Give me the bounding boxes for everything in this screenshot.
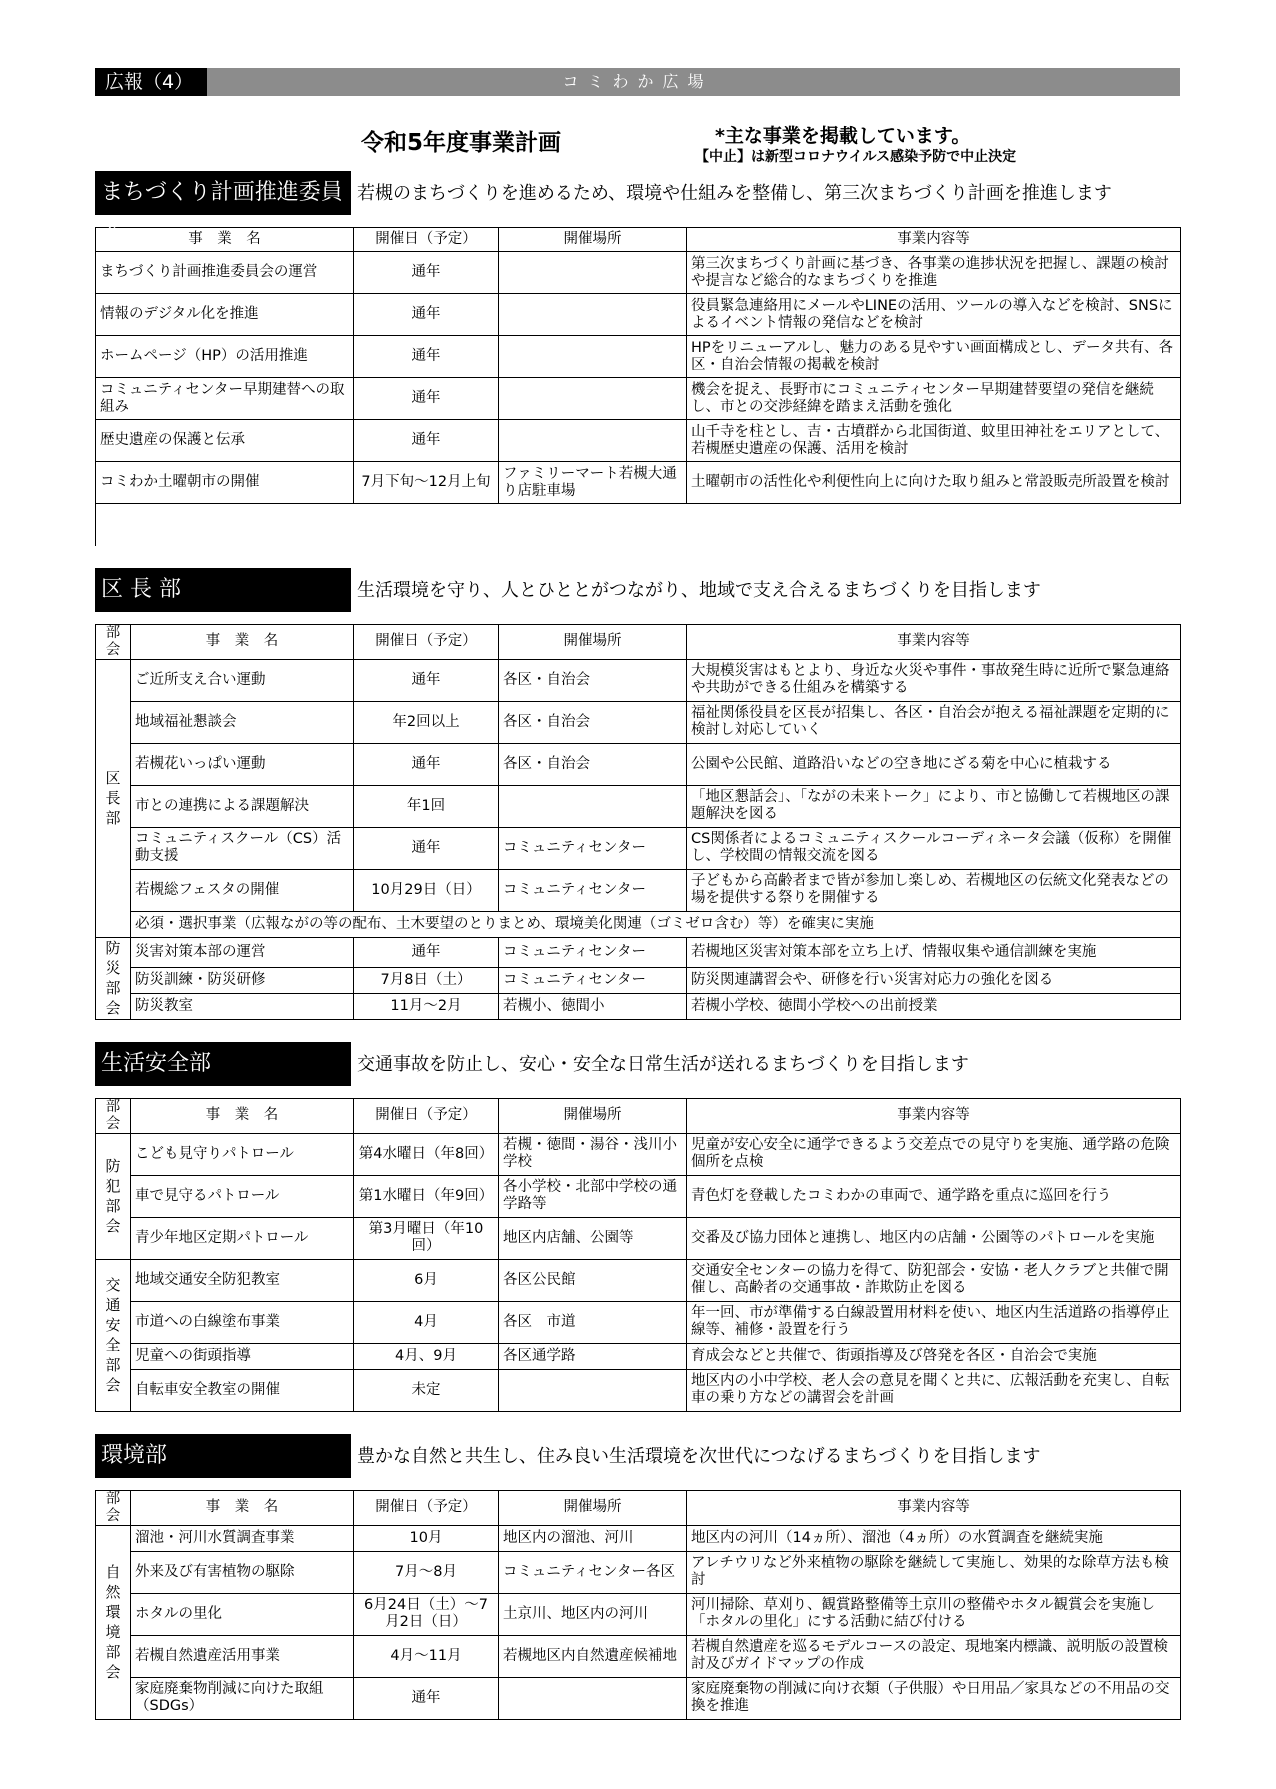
table-row (96, 252, 1181, 294)
cell-date: 通年 (354, 378, 499, 420)
cell-name: ご近所支え合い運動 (131, 659, 354, 701)
cell-date: 通年 (354, 420, 499, 462)
cell-content: 育成会などと共催で、街頭指導及び啓発を各区・自治会で実施 (687, 1343, 1181, 1369)
cell-name: 情報のデジタル化を推進 (96, 294, 354, 336)
cell-date: 7月8日（土） (354, 967, 499, 993)
cell-place (499, 252, 687, 294)
cell-name: コミュニティセンター早期建替への取組み (96, 378, 354, 420)
section-description: 若槻のまちづくりを進めるため、環境や仕組みを整備し、第三次まちづくり計画を推進します (357, 183, 1112, 204)
col-header-place: 開催場所 (499, 624, 687, 659)
cell-place: 土京川、地区内の河川 (499, 1593, 687, 1635)
cell-content: 「地区懇話会」、「ながの未来トーク」により、市と協働して若槻地区の課題解決を図る (687, 785, 1181, 827)
table-row (96, 701, 1181, 743)
cell-name: 若槻自然遺産活用事業 (131, 1635, 354, 1677)
table-machizukuri (95, 227, 1181, 546)
cell-place: 各区 市道 (499, 1301, 687, 1343)
section-heading-kankyo (95, 1434, 1180, 1478)
section-heading-seikatsu-anzen (95, 1042, 1180, 1086)
cell-place: 若槻小、徳間小 (499, 993, 687, 1019)
dept-label: 防災部会 (105, 939, 121, 1017)
table-row (96, 1593, 1181, 1635)
dept-cell (96, 1259, 131, 1411)
cell-content: 土曜朝市の活性化や利便性向上に向けた取り組みと常設販売所設置を検討 (687, 462, 1181, 504)
table-row (96, 1525, 1181, 1551)
cell-date: 6月24日（土）～7月2日（日） (354, 1593, 499, 1635)
cell-name: 災害対策本部の運営 (131, 937, 354, 967)
cell-date: 通年 (354, 336, 499, 378)
dept-cell (96, 937, 131, 1019)
table-row (96, 659, 1181, 701)
cell-content: 子どもから高齢者まで皆が参加し楽しめ、若槻地区の伝統文化発表などの場を提供する祭りを開催する (687, 869, 1181, 911)
table-note-row (96, 911, 1181, 937)
cell-content: 年一回、市が準備する白線設置用材料を使い、地区内生活道路の指導停止線等、補修・設置を行う (687, 1301, 1181, 1343)
dept-label: 防犯部会 (105, 1157, 121, 1235)
table-row (96, 1217, 1181, 1259)
note-main: *主な事業を掲載しています。 (715, 125, 971, 147)
col-header-place: 開催場所 (499, 1490, 687, 1525)
section-title: 環境部 (95, 1434, 351, 1478)
table-row (96, 420, 1181, 462)
table-row (96, 294, 1181, 336)
col-header-date: 開催日（予定） (354, 1490, 499, 1525)
cell-name: 地域交通安全防犯教室 (131, 1259, 354, 1301)
section-title: 生活安全部 (95, 1042, 351, 1086)
cell-place: 各区・自治会 (499, 659, 687, 701)
section-title: 区 長 部 (95, 568, 351, 612)
cell-name: 自転車安全教室の開催 (131, 1369, 354, 1411)
table-row (96, 1175, 1181, 1217)
cell-content: 交通安全センターの協力を得て、防犯部会・安協・老人クラブと共催で開催し、高齢者の交通事故・詐欺防止を図る (687, 1259, 1181, 1301)
cell-content: 地区内の小中学校、老人会の意見を聞くと共に、広報活動を充実し、自転車の乗り方などの講習会を計画 (687, 1369, 1181, 1411)
table-row (96, 967, 1181, 993)
table-header-row (96, 624, 1181, 659)
col-header-content: 事業内容等 (687, 1490, 1181, 1525)
cell-place: 各区通学路 (499, 1343, 687, 1369)
newsletter-page (95, 68, 1180, 1742)
col-header-place: 開催場所 (499, 1098, 687, 1133)
cell-date: 第3月曜日（年10回） (354, 1217, 499, 1259)
cell-name: ホームページ（HP）の活用推進 (96, 336, 354, 378)
cell-place (499, 336, 687, 378)
cell-date: 10月29日（日） (354, 869, 499, 911)
cell-date: 4月～11月 (354, 1635, 499, 1677)
cell-place: コミュニティセンター (499, 937, 687, 967)
cell-place: 若槻・徳間・湯谷・浅川小学校 (499, 1133, 687, 1175)
table-spacer-row (96, 504, 1181, 546)
col-header-name: 事 業 名 (131, 624, 354, 659)
title-row (95, 96, 1180, 171)
cell-name: 歴史遺産の保護と伝承 (96, 420, 354, 462)
cell-content: 児童が安心安全に通学できるよう交差点での見守りを実施、通学路の危険個所を点検 (687, 1133, 1181, 1175)
cell-content: 河川掃除、草刈り、観賞路整備等土京川の整備やホタル観賞会を実施し「ホタルの里化」にする活動に結び付ける (687, 1593, 1181, 1635)
cell-place (499, 294, 687, 336)
table-row (96, 1677, 1181, 1719)
page-title: 令和5年度事業計画 (361, 130, 562, 156)
section-title: まちづくり計画推進委員会 (95, 171, 351, 215)
cell-content: 役員緊急連絡用にメールやLINEの活用、ツールの導入などを検討、SNSによるイベント情報の発信などを検討 (687, 294, 1181, 336)
cell-date: 未定 (354, 1369, 499, 1411)
header-issue-label: 広報（4） (95, 68, 207, 96)
col-header-date: 開催日（予定） (354, 1098, 499, 1133)
cell-place: 若槻地区内自然遺産候補地 (499, 1635, 687, 1677)
cell-content: 大規模災害はもとより、身近な火災や事件・事故発生時に近所で緊急連絡や共助ができる仕組みを構築する (687, 659, 1181, 701)
cell-content: 若槻地区災害対策本部を立ち上げ、情報収集や通信訓練を実施 (687, 937, 1181, 967)
table-header-row (96, 1098, 1181, 1133)
table-row (96, 869, 1181, 911)
cell-content: HPをリニューアルし、魅力のある見やすい画面構成とし、データ共有、各区・自治会情報の掲載を検討 (687, 336, 1181, 378)
col-header-dept: 部会 (96, 1098, 131, 1133)
cell-date: 通年 (354, 252, 499, 294)
table-kankyo (95, 1490, 1181, 1720)
table-row (96, 1343, 1181, 1369)
table-row (96, 1635, 1181, 1677)
cell-place: 各区・自治会 (499, 701, 687, 743)
cell-content: 青色灯を登載したコミわかの車両で、通学路を重点に巡回を行う (687, 1175, 1181, 1217)
cell-date: 通年 (354, 294, 499, 336)
cell-date: 7月下旬～12月上旬 (354, 462, 499, 504)
col-header-date: 開催日（予定） (354, 624, 499, 659)
cell-content: 山千寺を柱とし、吉・古墳群から北国街道、蚊里田神社をエリアとして、若槻歴史遺産の保護、活用を検討 (687, 420, 1181, 462)
dept-cell (96, 659, 131, 937)
cell-place: ファミリーマート若槻大通り店駐車場 (499, 462, 687, 504)
col-header-dept: 部会 (96, 624, 131, 659)
cell-date: 通年 (354, 1677, 499, 1719)
cell-place: 各小学校・北部中学校の通学路等 (499, 1175, 687, 1217)
cell-content: 交番及び協力団体と連携し、地区内の店舗・公園等のパトロールを実施 (687, 1217, 1181, 1259)
cell-name: 防災教室 (131, 993, 354, 1019)
cell-name: 家庭廃棄物削減に向けた取組（SDGs） (131, 1677, 354, 1719)
cell-place: 地区内の溜池、河川 (499, 1525, 687, 1551)
table-header-row (96, 228, 1181, 252)
table-row (96, 1133, 1181, 1175)
table-row (96, 937, 1181, 967)
cell-name: 若槻総フェスタの開催 (131, 869, 354, 911)
table-kuchobu (95, 624, 1181, 1020)
section-description: 豊かな自然と共生し、住み良い生活環境を次世代につなげるまちづくりを目指します (357, 1445, 1041, 1467)
table-row (96, 378, 1181, 420)
col-header-name: 事 業 名 (131, 1098, 354, 1133)
cell-place: コミュニティセンター (499, 827, 687, 869)
cell-place: 各区・自治会 (499, 743, 687, 785)
cell-place: 地区内店舗、公園等 (499, 1217, 687, 1259)
cell-date: 通年 (354, 827, 499, 869)
cell-name: 市道への白線塗布事業 (131, 1301, 354, 1343)
cell-date: 6月 (354, 1259, 499, 1301)
cell-name: こども見守りパトロール (131, 1133, 354, 1175)
dept-label: 交通安全部会 (105, 1276, 121, 1394)
col-header-name: 事 業 名 (96, 228, 354, 252)
cell-content: アレチウリなど外来植物の駆除を継続して実施し、効果的な除草方法も検討 (687, 1551, 1181, 1593)
cell-name: 市との連携による課題解決 (131, 785, 354, 827)
newsletter-header-bar (95, 68, 1180, 96)
cell-name: ホタルの里化 (131, 1593, 354, 1635)
cell-date: 10月 (354, 1525, 499, 1551)
cell-name: 児童への街頭指導 (131, 1343, 354, 1369)
table-row (96, 785, 1181, 827)
cell-name: 外来及び有害植物の駆除 (131, 1551, 354, 1593)
col-header-place: 開催場所 (499, 228, 687, 252)
cell-date: 第4水曜日（年8回） (354, 1133, 499, 1175)
cell-date: 4月 (354, 1301, 499, 1343)
table-row (96, 743, 1181, 785)
table-row (96, 336, 1181, 378)
cell-content: 福祉関係役員を区長が招集し、各区・自治会が抱える福祉課題を定期的に検討し対応していく (687, 701, 1181, 743)
section-heading-kuchobu (95, 568, 1180, 612)
dept-label: 区長部 (105, 769, 121, 827)
cell-content: 公園や公民館、道路沿いなどの空き地にざる菊を中心に植栽する (687, 743, 1181, 785)
col-header-content: 事業内容等 (687, 228, 1181, 252)
section-description: 生活環境を守り、人とひととがつながり、地域で支え合えるまちづくりを目指します (357, 579, 1041, 601)
cell-date: 通年 (354, 937, 499, 967)
cell-place: コミュニティセンター各区 (499, 1551, 687, 1593)
cell-place (499, 378, 687, 420)
cell-place: コミュニティセンター (499, 967, 687, 993)
cell-date: 年1回 (354, 785, 499, 827)
table-seikatsu-anzen (95, 1098, 1181, 1412)
cell-date: 年2回以上 (354, 701, 499, 743)
col-header-content: 事業内容等 (687, 1098, 1181, 1133)
table-row (96, 1369, 1181, 1411)
table-row (96, 993, 1181, 1019)
note-cancel: 【中止】は新型コロナウイルス感染予防で中止決定 (695, 149, 1017, 165)
cell-name: コミわか土曜朝市の開催 (96, 462, 354, 504)
cell-date: 通年 (354, 743, 499, 785)
cell-content: 地区内の河川（14ヵ所）、溜池（4ヵ所）の水質調査を継続実施 (687, 1525, 1181, 1551)
cell-name: 青少年地区定期パトロール (131, 1217, 354, 1259)
cell-content: 防災関連講習会や、研修を行い災害対応力の強化を図る (687, 967, 1181, 993)
dept-cell (96, 1133, 131, 1259)
table-row (96, 462, 1181, 504)
cell-content: 機会を捉え、長野市にコミュニティセンター早期建替要望の発信を継続し、市との交渉経緯を踏まえ活動を強化 (687, 378, 1181, 420)
cell-date: 第1水曜日（年9回） (354, 1175, 499, 1217)
cell-place (499, 420, 687, 462)
cell-date: 11月～2月 (354, 993, 499, 1019)
table-row (96, 1301, 1181, 1343)
cell-date: 4月、9月 (354, 1343, 499, 1369)
cell-name: 若槻花いっぱい運動 (131, 743, 354, 785)
cell-note: 必須・選択事業（広報ながの等の配布、土木要望のとりまとめ、環境美化関連（ゴミゼロ含む）等）を確実に実施 (131, 911, 1181, 937)
cell-place (499, 1369, 687, 1411)
cell-name: まちづくり計画推進委員会の運営 (96, 252, 354, 294)
col-header-name: 事 業 名 (131, 1490, 354, 1525)
cell-date: 7月～8月 (354, 1551, 499, 1593)
cell-content: 若槻自然遺産を巡るモデルコースの設定、現地案内標識、説明版の設置検討及びガイドマップの作成 (687, 1635, 1181, 1677)
cell-name: 地域福祉懇談会 (131, 701, 354, 743)
cell-place (499, 785, 687, 827)
cell-date: 通年 (354, 659, 499, 701)
dept-label: 自然環境部会 (105, 1563, 121, 1681)
dept-cell (96, 1525, 131, 1719)
col-header-date: 開催日（予定） (354, 228, 499, 252)
section-description: 交通事故を防止し、安心・安全な日常生活が送れるまちづくりを目指します (357, 1053, 969, 1075)
cell-content: 若槻小学校、徳間小学校への出前授業 (687, 993, 1181, 1019)
cell-name: 車で見守るパトロール (131, 1175, 354, 1217)
col-header-dept: 部会 (96, 1490, 131, 1525)
cell-content: CS関係者によるコミュニティスクールコーディネータ会議（仮称）を開催し、学校間の情報交流を図る (687, 827, 1181, 869)
cell-name: 防災訓練・防災研修 (131, 967, 354, 993)
header-section-name: コミわか広場 (562, 72, 713, 91)
cell-content: 家庭廃棄物の削減に向け衣類（子供服）や日用品／家具などの不用品の交換を推進 (687, 1677, 1181, 1719)
cell-place (499, 1677, 687, 1719)
cell-place: コミュニティセンター (499, 869, 687, 911)
table-row (96, 1551, 1181, 1593)
table-row (96, 827, 1181, 869)
cell-place: 各区公民館 (499, 1259, 687, 1301)
cell-content: 第三次まちづくり計画に基づき、各事業の進捗状況を把握し、課題の検討や提言など総合的なまちづくりを推進 (687, 252, 1181, 294)
table-header-row (96, 1490, 1181, 1525)
cell-name: 溜池・河川水質調査事業 (131, 1525, 354, 1551)
cell-name: コミュニティスクール（CS）活動支援 (131, 827, 354, 869)
table-row (96, 1259, 1181, 1301)
col-header-content: 事業内容等 (687, 624, 1181, 659)
